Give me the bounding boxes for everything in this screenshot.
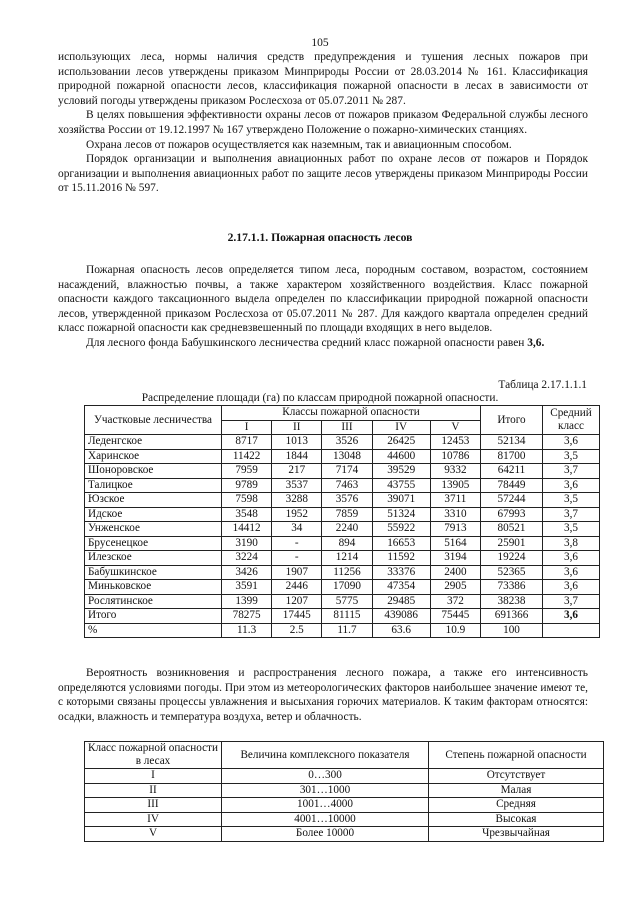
table-cell: 3576 xyxy=(322,493,372,508)
table-cell: Рослятинское xyxy=(85,594,222,609)
table-cell: 7463 xyxy=(322,478,372,493)
table-cell: 67993 xyxy=(481,507,543,522)
table-cell: 3426 xyxy=(222,565,272,580)
table-cell: 3,7 xyxy=(543,464,600,479)
table-cell: 8717 xyxy=(222,435,272,450)
table-total-row xyxy=(85,609,600,624)
table-cell: 33376 xyxy=(372,565,430,580)
table-cell: Леденгское xyxy=(85,435,222,450)
table-cell: 0…300 xyxy=(222,769,429,784)
table-row xyxy=(85,478,600,493)
table-cell: 5164 xyxy=(430,536,480,551)
table-cell: 3,7 xyxy=(543,507,600,522)
fire-class-distribution-table xyxy=(84,405,600,638)
table-cell: 34 xyxy=(272,522,322,537)
table-cell: 3288 xyxy=(272,493,322,508)
table-cell: 439086 xyxy=(372,609,430,624)
table-cell: Шоноровское xyxy=(85,464,222,479)
table-cell: III xyxy=(85,798,222,813)
table-row xyxy=(85,507,600,522)
paragraph: Охрана лесов от пожаров осуществляется как наземным, так и авиационным способом. xyxy=(86,138,512,151)
table-row xyxy=(85,798,604,813)
table-cell: 11256 xyxy=(322,565,372,580)
table-cell: Малая xyxy=(429,783,604,798)
col-header-class-3: III xyxy=(322,420,372,435)
table-cell: 47354 xyxy=(372,580,430,595)
table-cell xyxy=(543,623,600,638)
table-cell: 3194 xyxy=(430,551,480,566)
table-cell: 43755 xyxy=(372,478,430,493)
table-row xyxy=(85,551,600,566)
table-cell: 52134 xyxy=(481,435,543,450)
table-row xyxy=(85,769,604,784)
table-cell: 55922 xyxy=(372,522,430,537)
table-cell: 3224 xyxy=(222,551,272,566)
table-cell: Средняя xyxy=(429,798,604,813)
weather-fire-class-table xyxy=(84,741,604,842)
table-cell: 3,8 xyxy=(543,536,600,551)
table-row xyxy=(85,493,600,508)
table-cell: 3591 xyxy=(222,580,272,595)
table-cell: 3,6 xyxy=(543,551,600,566)
table-row xyxy=(85,812,604,827)
table-cell: 25901 xyxy=(481,536,543,551)
table-cell: 80521 xyxy=(481,522,543,537)
table-row xyxy=(85,435,600,450)
table-cell: 3,6 xyxy=(543,478,600,493)
table-cell: Талицкое xyxy=(85,478,222,493)
table-cell: 1001…4000 xyxy=(222,798,429,813)
table-cell: 7859 xyxy=(322,507,372,522)
table-cell: 372 xyxy=(430,594,480,609)
table-cell: % xyxy=(85,623,222,638)
table-cell: Высокая xyxy=(429,812,604,827)
table-cell: Отсутствует xyxy=(429,769,604,784)
table-cell: 5775 xyxy=(322,594,372,609)
table-cell: IV xyxy=(85,812,222,827)
table-cell: 39071 xyxy=(372,493,430,508)
table-cell: 3,5 xyxy=(543,493,600,508)
table-cell: 29485 xyxy=(372,594,430,609)
paragraph: использующих леса, нормы наличия средств предупреждения и тушения лесных пожаров при использовании лесов утверждены приказом Минприроды России от 28.03.2014 № 161. Классификация природной пожарной опасности лесов, классификация пожарной опасности в лесах в зависимости от условий погоды утверждены приказом Рослесхоза от 05.07.2011 № 287. xyxy=(58,51,588,107)
table-cell: 9789 xyxy=(222,478,272,493)
table-cell: 64211 xyxy=(481,464,543,479)
avg-sentence: Для лесного фонда Бабушкинского лесничества средний класс пожарной опасности равен xyxy=(86,336,525,349)
table-cell: Юзское xyxy=(85,493,222,508)
table-cell: 3,6 xyxy=(543,580,600,595)
table-cell: 2.5 xyxy=(272,623,322,638)
table-cell: 7174 xyxy=(322,464,372,479)
table-cell: 3537 xyxy=(272,478,322,493)
table-cell: 78275 xyxy=(222,609,272,624)
table-cell: 2400 xyxy=(430,565,480,580)
table-cell: I xyxy=(85,769,222,784)
table-cell: Чрезвычайная xyxy=(429,827,604,842)
table-cell: Илезское xyxy=(85,551,222,566)
table-cell: 3711 xyxy=(430,493,480,508)
table-cell: 13048 xyxy=(322,449,372,464)
table-cell: 2905 xyxy=(430,580,480,595)
paragraph: Вероятность возникновения и распространения лесного пожара, а также его интенсивность определяются условиями погоды. При этом из метеорологических факторов наибольшее значение имеют те, с которыми связаны процессы увлажнения и высыхания горючих материалов. К таким факторам относятся: осадки, влажность и температура воздуха, ветер и облачность. xyxy=(58,667,588,723)
table-cell: 10786 xyxy=(430,449,480,464)
table-row xyxy=(85,449,600,464)
table1-number: Таблица 2.17.1.1.1 xyxy=(498,379,587,391)
table-cell: 51324 xyxy=(372,507,430,522)
section-heading: 2.17.1.1. Пожарная опасность лесов xyxy=(227,231,413,244)
table-cell: 26425 xyxy=(372,435,430,450)
table-row xyxy=(85,522,600,537)
table-cell: 11.3 xyxy=(222,623,272,638)
table-cell: - xyxy=(272,536,322,551)
table-cell: Брусенецкое xyxy=(85,536,222,551)
table-cell: 63.6 xyxy=(372,623,430,638)
table-cell: Унженское xyxy=(85,522,222,537)
table-cell: 81700 xyxy=(481,449,543,464)
table-cell: 3,5 xyxy=(543,449,600,464)
table-cell: 17445 xyxy=(272,609,322,624)
table-row xyxy=(85,827,604,842)
table-cell: 894 xyxy=(322,536,372,551)
table-cell: 691366 xyxy=(481,609,543,624)
table-cell: 4001…10000 xyxy=(222,812,429,827)
table-cell: 1214 xyxy=(322,551,372,566)
table-row xyxy=(85,783,604,798)
table-cell: 1399 xyxy=(222,594,272,609)
table-cell: Бабушкинское xyxy=(85,565,222,580)
table-cell: II xyxy=(85,783,222,798)
table-cell: 7959 xyxy=(222,464,272,479)
table-cell: 3548 xyxy=(222,507,272,522)
table-cell: 7913 xyxy=(430,522,480,537)
col-header-avg: Средний класс xyxy=(543,406,600,435)
table-cell: 11422 xyxy=(222,449,272,464)
table-cell: 217 xyxy=(272,464,322,479)
table-cell: 3,6 xyxy=(543,565,600,580)
table1-caption: Распределение площади (га) по классам природной пожарной опасности. xyxy=(141,392,499,404)
table-cell: 52365 xyxy=(481,565,543,580)
table-cell: 11.7 xyxy=(322,623,372,638)
table-cell: 3190 xyxy=(222,536,272,551)
table-cell: 16653 xyxy=(372,536,430,551)
col-header-class-5: V xyxy=(430,420,480,435)
col-header-total: Итого xyxy=(481,406,543,435)
table-cell: 81115 xyxy=(322,609,372,624)
table-cell: V xyxy=(85,827,222,842)
section-text xyxy=(58,263,588,351)
table-cell: 1013 xyxy=(272,435,322,450)
table-cell: 57244 xyxy=(481,493,543,508)
table-row xyxy=(85,565,600,580)
intro-text xyxy=(58,50,588,196)
table-cell: 3,7 xyxy=(543,594,600,609)
table-cell: 44600 xyxy=(372,449,430,464)
table-cell: Идское xyxy=(85,507,222,522)
table-row xyxy=(85,536,600,551)
paragraph: Пожарная опасность лесов определяется типом леса, породным составом, возрастом, состоянием насаждений, влажностью почвы, а также характером хозяйственного воздействия. Класс пожарной опасности каждого таксационного выдела определен по классификации природной пожарной опасности лесов, утвержденной приказом Рослесхоза от 05.07.2011 № 287. Для каждого квартала определен средний класс пожарной опасности как средневзвешенный по площади входящих в него выделов. xyxy=(58,264,588,335)
table-row xyxy=(85,594,600,609)
table-cell: 7598 xyxy=(222,493,272,508)
table-cell: 75445 xyxy=(430,609,480,624)
avg-value: 3,6. xyxy=(527,336,545,349)
table-cell: 301…1000 xyxy=(222,783,429,798)
table-cell: - xyxy=(272,551,322,566)
paragraph-average-class xyxy=(58,336,588,351)
table-cell: 1207 xyxy=(272,594,322,609)
table-cell: 3,5 xyxy=(543,522,600,537)
table-cell: 14412 xyxy=(222,522,272,537)
table-cell: 39529 xyxy=(372,464,430,479)
table-cell: 3526 xyxy=(322,435,372,450)
table-cell: 3,6 xyxy=(543,609,600,624)
col-header-classes: Классы пожарной опасности xyxy=(222,406,481,421)
table-cell: 3,6 xyxy=(543,435,600,450)
table-row xyxy=(85,580,600,595)
table-cell: 12453 xyxy=(430,435,480,450)
col-header-index: Величина комплексного показателя xyxy=(222,742,429,769)
table-cell: Итого xyxy=(85,609,222,624)
table-cell: 17090 xyxy=(322,580,372,595)
table-cell: 1907 xyxy=(272,565,322,580)
table-cell: 2446 xyxy=(272,580,322,595)
table-cell: 100 xyxy=(481,623,543,638)
table-percent-row xyxy=(85,623,600,638)
col-header-class-2: II xyxy=(272,420,322,435)
col-header-class-1: I xyxy=(222,420,272,435)
table-cell: 38238 xyxy=(481,594,543,609)
table-cell: 1952 xyxy=(272,507,322,522)
table-cell: Миньковское xyxy=(85,580,222,595)
table-cell: Харинское xyxy=(85,449,222,464)
table-cell: 13905 xyxy=(430,478,480,493)
table-cell: 73386 xyxy=(481,580,543,595)
paragraph: В целях повышения эффективности охраны лесов от пожаров приказом Федеральной службы лесного хозяйства России от 19.12.1997 № 167 утверждено Положение о пожарно-химических станциях. xyxy=(58,109,588,136)
col-header-district: Участковые лесничества xyxy=(85,406,222,435)
weather-text xyxy=(58,666,588,724)
col-header-class: Класс пожарной опасности в лесах xyxy=(85,742,222,769)
col-header-class-4: IV xyxy=(372,420,430,435)
table-row xyxy=(85,464,600,479)
paragraph: Порядок организации и выполнения авиационных работ по охране лесов от пожаров и Порядок организации и выполнения авиационных работ по защите лесов утверждены приказом Минприроды России от 15.11.2016 № 597. xyxy=(58,153,588,195)
table-cell: 11592 xyxy=(372,551,430,566)
table-cell: 19224 xyxy=(481,551,543,566)
table-cell: 2240 xyxy=(322,522,372,537)
table-cell: 78449 xyxy=(481,478,543,493)
table-cell: 10.9 xyxy=(430,623,480,638)
table-cell: 3310 xyxy=(430,507,480,522)
table-cell: Более 10000 xyxy=(222,827,429,842)
table-cell: 1844 xyxy=(272,449,322,464)
table-cell: 9332 xyxy=(430,464,480,479)
col-header-degree: Степень пожарной опасности xyxy=(429,742,604,769)
page-number: 105 xyxy=(311,37,329,49)
